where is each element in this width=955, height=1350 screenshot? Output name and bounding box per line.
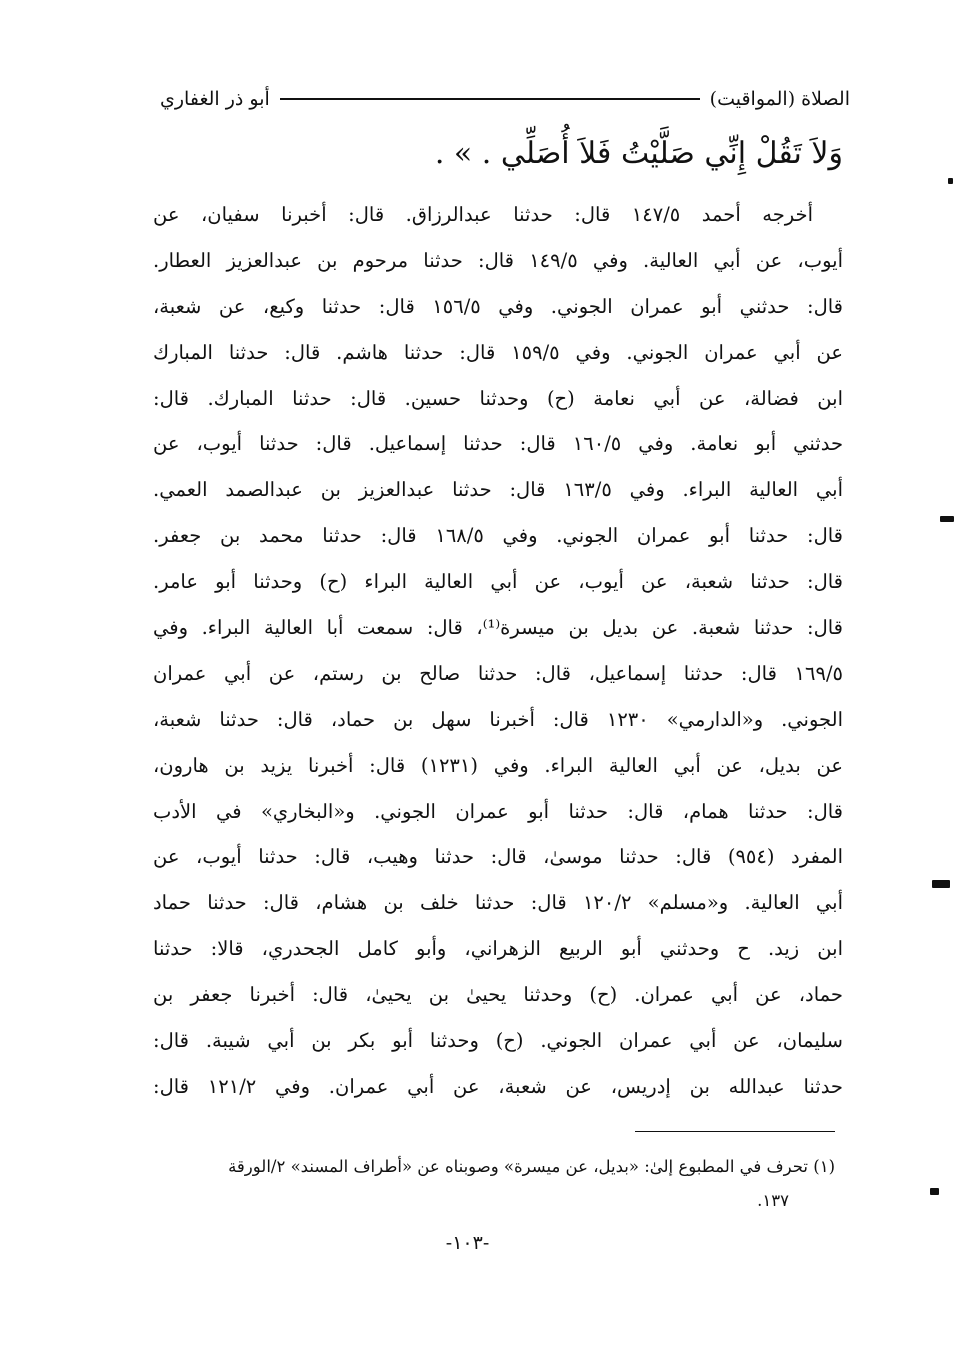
body-line: قال: حدثنا شعبة. عن بديل بن ميسرة⁽¹⁾، قال: سمعت أبا العالية البراء. وفي — [153, 616, 843, 640]
header-rule — [280, 98, 700, 100]
body-line: حدثني أبو نعامة. وفي ١٦٠/٥ قال: حدثنا إسماعيل. قال: حدثنا أيوب، عن — [153, 432, 843, 456]
body-line: أخرجه أحمد ١٤٧/٥ قال: حدثنا عبدالرزاق. قال: أخبرنا سفيان، عن — [153, 203, 813, 226]
body-line: ١٦٩/٥ قال: حدثنا إسماعيل، قال: حدثنا صالح بن رستم، عن أبي عمران — [153, 661, 843, 685]
body-line: حماد، عن أبي عمران. (ح) وحدثنا يحيىٰ بن يحيىٰ، قال: أخبرنا جعفر بن — [153, 983, 843, 1007]
footnote — [145, 1150, 835, 1218]
body-line: ابن فضالة، عن أبي نعامة (ح) وحدثنا حسين. قال: حدثنا المبارك. قال: — [153, 386, 843, 410]
body-line: حدثنا عبدالله بن إدريس، عن شعبة، عن أبي عمران. وفي ١٢١/٢ قال: — [153, 1074, 843, 1098]
body-line: قال: حدثنا أبو عمران الجوني. وفي ١٦٨/٥ قال: حدثنا محمد بن جعفر. — [153, 524, 843, 548]
footnote-line: ١٣٧. — [757, 1191, 789, 1210]
body-paragraph — [153, 192, 843, 1110]
body-line: المفرد (٩٥٤) قال: حدثنا موسىٰ، قال: حدثنا وهيب، قال: حدثنا أيوب، عن — [153, 845, 843, 869]
body-line: ابن زيد. ح وحدثني أبو الربيع الزهراني، وأبو كامل الجحدري، قالا: حدثنا — [153, 937, 843, 961]
running-header — [160, 82, 850, 116]
scan-edge-mark — [940, 516, 954, 522]
header-chapter-title: الصلاة (المواقيت) — [709, 88, 850, 110]
body-line: سليمان، عن أبي عمران الجوني. (ح) وحدثنا أبو بكر بن أبي شيبة. قال: — [153, 1029, 843, 1053]
scan-edge-mark — [930, 1188, 939, 1195]
scan-edge-mark — [948, 178, 953, 184]
quoted-text-line: وَلاَ تَقُلْ إِنِّي صَلَّيْتُ فَلاَ أُصَلِّي . » . — [434, 136, 843, 171]
body-line: أبي العالية. و«مسلم» ١٢٠/٢ قال: حدثنا خلف بن هشام، قال: حدثنا حماد — [153, 891, 843, 915]
body-line: قال: حدثنا همام، قال: حدثنا أبو عمران الجوني. و«البخاري» في الأدب — [153, 799, 843, 823]
body-line: عن أبي عمران الجوني. وفي ١٥٩/٥ قال: حدثنا هاشم. قال: حدثنا المبارك — [153, 340, 843, 364]
body-line: أيوب، عن أبي العالية. وفي ١٤٩/٥ قال: حدثنا مرحوم بن عبدالعزيز العطار. — [153, 248, 843, 272]
footnote-separator — [635, 1131, 835, 1132]
header-section-title: أبو ذر الغفاري — [160, 88, 270, 110]
scan-edge-mark — [932, 880, 950, 888]
page-number: -١٠٣- — [445, 1232, 490, 1254]
body-line: أبي العالية البراء. وفي ١٦٣/٥ قال: حدثنا عبدالعزيز بن عبدالصمد العمي. — [153, 478, 843, 502]
body-line: عن بديل، عن أبي العالية البراء. وفي (١٢٣١) قال: أخبرنا يزيد بن هارون، — [153, 753, 843, 777]
footnote-line: (١) تحرف في المطبوع إلىٰ: «بديل، عن ميسرة» وصوبناه عن «أطراف المسند» ٢/الورقة — [228, 1157, 835, 1176]
body-line: الجوني. و«الدارمي» ١٢٣٠ قال: أخبرنا سهل بن حماد، قال: حدثنا شعبة، — [153, 707, 843, 731]
body-line: قال: حدثنا شعبة، عن أيوب، عن أبي العالية البراء (ح) وحدثنا أبو عامر. — [153, 570, 843, 594]
body-line: قال: حدثني أبو عمران الجوني. وفي ١٥٦/٥ قال: حدثنا وكيع، عن شعبة، — [153, 294, 843, 318]
